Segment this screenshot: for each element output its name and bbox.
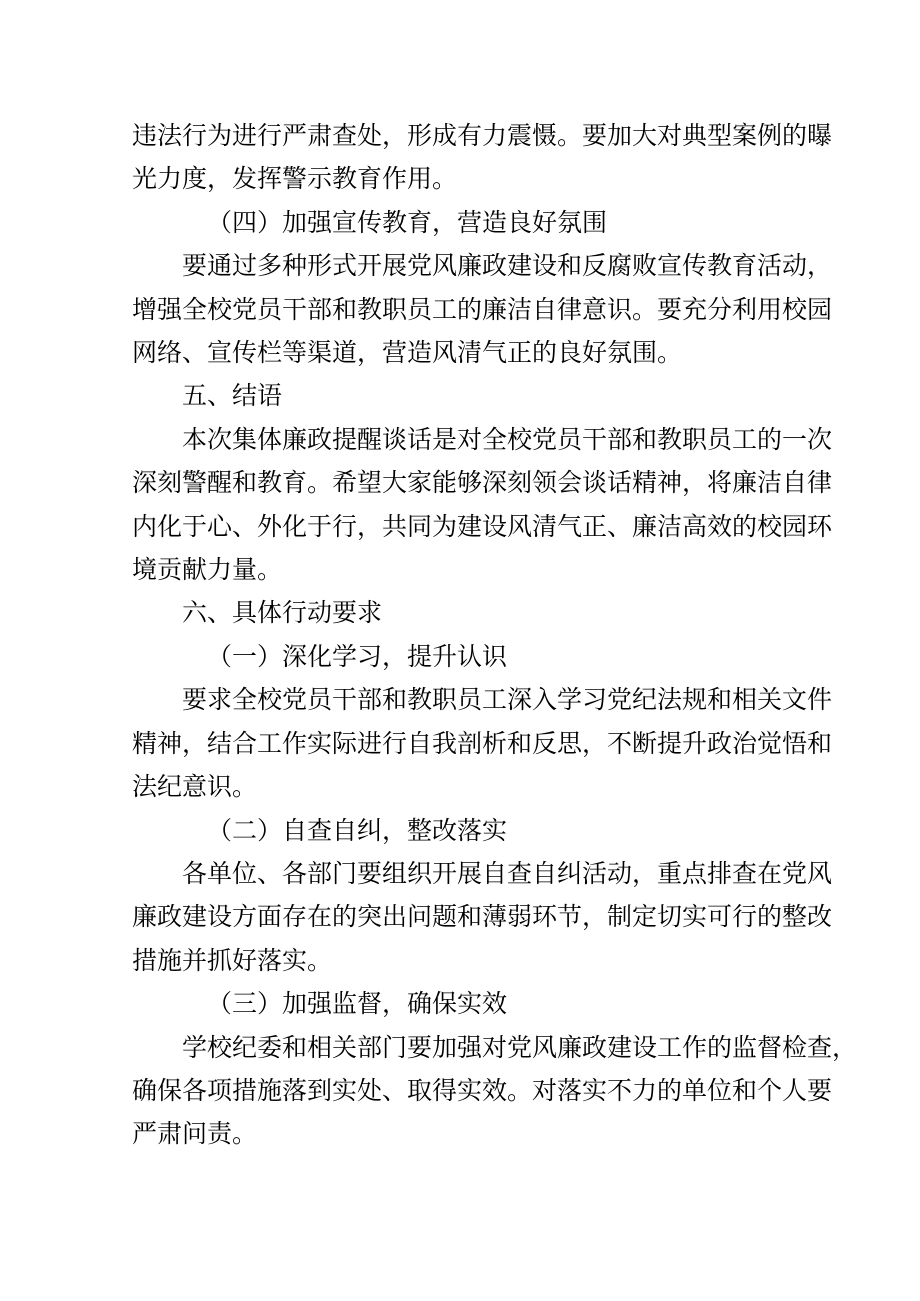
- text-line: 法纪意识。: [132, 772, 258, 802]
- text-line: 要求全校党员干部和教职员工深入学习党纪法规和相关文件: [182, 685, 833, 715]
- text-line: 精神，结合工作实际进行自我剖析和反思，不断提升政治觉悟和: [132, 728, 833, 758]
- paragraph-continued: [132, 114, 833, 201]
- text-line: 要通过多种形式开展党风廉政建设和反腐败宣传教育活动，: [182, 251, 833, 281]
- subheading-6-1: [132, 635, 792, 678]
- subheading-4: [132, 201, 792, 244]
- paragraph-conclusion: [132, 418, 833, 592]
- heading-six: [132, 591, 792, 634]
- text-line: 廉政建设方面存在的突出问题和薄弱环节，制定切实可行的整改: [132, 902, 833, 932]
- heading-text: 五、结语: [182, 381, 283, 411]
- text-line: 措施并抓好落实。: [132, 945, 333, 975]
- paragraph-study: [132, 678, 833, 808]
- text-line: 光力度，发挥警示教育作用。: [132, 164, 458, 194]
- text-line: 网络、宣传栏等渠道，营造风清气正的良好氛围。: [132, 338, 683, 368]
- text-line: 各单位、各部门要组织开展自查自纠活动，重点排查在党风: [182, 858, 833, 888]
- heading-text: 六、具体行动要求: [182, 598, 383, 628]
- paragraph-propaganda: [132, 244, 833, 374]
- text-line: 内化于心、外化于行，共同为建设风清气正、廉洁高效的校园环: [132, 511, 833, 541]
- subheading-text: （三）加强监督，确保实效: [207, 989, 508, 1019]
- subheading-6-2: [132, 809, 792, 852]
- subheading-text: （一）深化学习，提升认识: [207, 641, 508, 671]
- subheading-6-3: [132, 982, 792, 1025]
- paragraph-selfcheck: [132, 852, 833, 982]
- subheading-text: （四）加强宣传教育，营造良好氛围: [207, 207, 608, 237]
- text-line: 学校纪委和相关部门要加强对党风廉政建设工作的监督检查，: [182, 1032, 858, 1062]
- text-line: 严肃问责。: [132, 1119, 258, 1149]
- heading-five: [132, 374, 792, 417]
- subheading-text: （二）自查自纠，整改落实: [207, 815, 508, 845]
- text-line: 确保各项措施落到实处、取得实效。对落实不力的单位和个人要: [132, 1075, 833, 1105]
- text-line: 境贡献力量。: [132, 555, 283, 585]
- text-line: 深刻警醒和教育。希望大家能够深刻领会谈话精神，将廉洁自律: [132, 468, 833, 498]
- document-body: [132, 114, 858, 1156]
- paragraph-supervision: [132, 1026, 858, 1156]
- text-line: 增强全校党员干部和教职员工的廉洁自律意识。要充分利用校园: [132, 294, 833, 324]
- text-line: 违法行为进行严肃查处，形成有力震慑。要加大对典型案例的曝: [132, 121, 833, 150]
- text-line: 本次集体廉政提醒谈话是对全校党员干部和教职员工的一次: [182, 424, 833, 454]
